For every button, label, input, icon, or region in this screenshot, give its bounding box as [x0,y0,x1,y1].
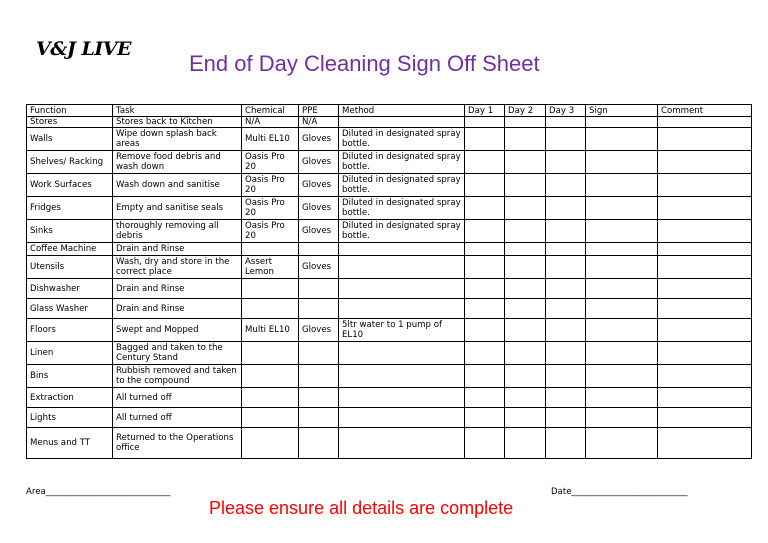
cell-chemical [242,388,299,408]
cell-day-2[interactable] [505,243,546,256]
cell-ppe: Gloves [299,319,339,342]
cell-day-1[interactable] [465,279,505,299]
cell-task: Drain and Rinse [113,279,242,299]
cell-chemical: Oasis Pro 20 [242,220,299,243]
cell-method [339,256,465,279]
cell-comment[interactable] [658,197,752,220]
cell-sign[interactable] [586,408,658,428]
cell-sign[interactable] [586,243,658,256]
table-row [27,319,752,342]
table-row [27,117,752,128]
cell-day-1[interactable] [465,220,505,243]
cell-day-2[interactable] [505,197,546,220]
cell-day-3[interactable] [546,243,586,256]
header-day-1: Day 1 [465,105,505,117]
cell-day-2[interactable] [505,299,546,319]
cell-day-1[interactable] [465,151,505,174]
cell-chemical [242,243,299,256]
cell-day-1[interactable] [465,256,505,279]
header-function: Function [27,105,113,117]
cell-task: Drain and Rinse [113,243,242,256]
cell-method [339,408,465,428]
cell-chemical: N/A [242,117,299,128]
cell-function: Work Surfaces [27,174,113,197]
cell-chemical: Oasis Pro 20 [242,151,299,174]
cell-function: Fridges [27,197,113,220]
cell-comment[interactable] [658,342,752,365]
cell-day-1[interactable] [465,408,505,428]
cell-chemical [242,408,299,428]
header-sign: Sign [586,105,658,117]
company-logo: V&J LIVE [36,38,131,60]
cell-chemical: Oasis Pro 20 [242,197,299,220]
cell-day-2[interactable] [505,319,546,342]
header-chemical: Chemical [242,105,299,117]
cell-comment[interactable] [658,319,752,342]
cell-ppe [299,388,339,408]
cell-sign[interactable] [586,342,658,365]
date-field[interactable]: Date___________________________ [551,487,688,497]
table-row [27,279,752,299]
cell-ppe [299,342,339,365]
cell-sign[interactable] [586,388,658,408]
cell-day-2[interactable] [505,342,546,365]
cell-task: Remove food debris and wash down [113,151,242,174]
cell-comment[interactable] [658,128,752,151]
cell-ppe: Gloves [299,151,339,174]
table-row [27,342,752,365]
cell-ppe: Gloves [299,174,339,197]
cell-ppe: Gloves [299,128,339,151]
cell-ppe [299,279,339,299]
cell-sign[interactable] [586,174,658,197]
cell-method: Diluted in designated spray bottle. [339,174,465,197]
completion-notice: Please ensure all details are complete [209,498,514,518]
cell-task: Stores back to Kitchen [113,117,242,128]
page-title: End of Day Cleaning Sign Off Sheet [189,51,540,76]
cell-method [339,365,465,388]
cell-day-1[interactable] [465,388,505,408]
table-row [27,151,752,174]
cell-method [339,243,465,256]
cell-method: Diluted in designated spray bottle. [339,128,465,151]
cleaning-sign-off-table [26,104,752,459]
cell-function: Shelves/ Racking [27,151,113,174]
cell-sign[interactable] [586,117,658,128]
cell-task: Rubbish removed and taken to the compound [113,365,242,388]
table-row [27,388,752,408]
cell-comment[interactable] [658,151,752,174]
cell-chemical [242,365,299,388]
cell-function: Linen [27,342,113,365]
header-task: Task [113,105,242,117]
table-row [27,408,752,428]
table-row [27,243,752,256]
cell-task: Drain and Rinse [113,299,242,319]
cell-function: Floors [27,319,113,342]
area-field[interactable]: Area_____________________________ [26,487,171,497]
cell-function: Extraction [27,388,113,408]
table-row [27,365,752,388]
cell-day-3[interactable] [546,365,586,388]
cell-comment[interactable] [658,279,752,299]
cell-sign[interactable] [586,197,658,220]
cell-sign[interactable] [586,151,658,174]
cell-task: Wash down and sanitise [113,174,242,197]
cell-method: Diluted in designated spray bottle. [339,220,465,243]
table-row [27,220,752,243]
cell-comment[interactable] [658,243,752,256]
cell-comment[interactable] [658,117,752,128]
header-comment: Comment [658,105,752,117]
cell-day-1[interactable] [465,365,505,388]
cell-ppe [299,299,339,319]
cell-task: Wash, dry and store in the correct place [113,256,242,279]
cell-task: Swept and Mopped [113,319,242,342]
cell-ppe: Gloves [299,220,339,243]
cell-method [339,388,465,408]
cell-sign[interactable] [586,220,658,243]
cell-ppe [299,408,339,428]
header-day-2: Day 2 [505,105,546,117]
cell-day-1[interactable] [465,117,505,128]
cell-method [339,279,465,299]
cell-day-3[interactable] [546,128,586,151]
cell-ppe: Gloves [299,256,339,279]
cell-day-2[interactable] [505,428,546,459]
cell-day-3[interactable] [546,428,586,459]
cell-day-2[interactable] [505,220,546,243]
cell-day-3[interactable] [546,174,586,197]
cell-day-1[interactable] [465,174,505,197]
cell-day-2[interactable] [505,408,546,428]
cell-chemical: Multi EL10 [242,128,299,151]
cell-day-3[interactable] [546,151,586,174]
cell-day-3[interactable] [546,197,586,220]
cell-day-2[interactable] [505,128,546,151]
cell-sign[interactable] [586,128,658,151]
cell-method: Diluted in designated spray bottle. [339,151,465,174]
cell-method [339,299,465,319]
cell-day-1[interactable] [465,197,505,220]
table-row [27,428,752,459]
cell-day-3[interactable] [546,279,586,299]
cell-day-3[interactable] [546,388,586,408]
cell-function: Utensils [27,256,113,279]
cell-comment[interactable] [658,388,752,408]
cell-function: Coffee Machine [27,243,113,256]
cell-comment[interactable] [658,256,752,279]
cell-day-2[interactable] [505,279,546,299]
cell-task: thoroughly removing all debris [113,220,242,243]
cell-day-1[interactable] [465,342,505,365]
cell-function: Dishwasher [27,279,113,299]
cell-sign[interactable] [586,256,658,279]
cell-function: Stores [27,117,113,128]
cell-day-3[interactable] [546,299,586,319]
cell-task: Empty and sanitise seals [113,197,242,220]
cell-function: Glass Washer [27,299,113,319]
header-row [27,105,752,117]
cell-chemical: Oasis Pro 20 [242,174,299,197]
cell-task: All turned off [113,408,242,428]
header-ppe: PPE [299,105,339,117]
cell-comment[interactable] [658,408,752,428]
table-row [27,174,752,197]
cell-sign[interactable] [586,299,658,319]
cell-ppe [299,428,339,459]
cell-day-3[interactable] [546,256,586,279]
cell-ppe: Gloves [299,197,339,220]
cell-function: Walls [27,128,113,151]
cell-day-2[interactable] [505,117,546,128]
cell-day-3[interactable] [546,342,586,365]
cell-sign[interactable] [586,428,658,459]
header-method: Method [339,105,465,117]
cell-chemical [242,428,299,459]
cell-comment[interactable] [658,220,752,243]
table-row [27,197,752,220]
cell-day-3[interactable] [546,408,586,428]
cell-method: 5ltr water to 1 pump of EL10 [339,319,465,342]
cell-ppe [299,365,339,388]
cell-function: Sinks [27,220,113,243]
cell-sign[interactable] [586,319,658,342]
cell-chemical [242,342,299,365]
cell-method [339,117,465,128]
cell-chemical: Assert Lemon [242,256,299,279]
header-day-3: Day 3 [546,105,586,117]
cell-day-2[interactable] [505,388,546,408]
cell-day-2[interactable] [505,365,546,388]
cell-sign[interactable] [586,365,658,388]
cell-method [339,342,465,365]
cell-task: Returned to the Operations office [113,428,242,459]
cell-day-1[interactable] [465,428,505,459]
cell-function: Menus and TT [27,428,113,459]
cell-sign[interactable] [586,279,658,299]
cell-ppe: N/A [299,117,339,128]
cell-day-2[interactable] [505,151,546,174]
cell-day-3[interactable] [546,117,586,128]
cell-task: Bagged and taken to the Century Stand [113,342,242,365]
cell-day-3[interactable] [546,220,586,243]
cell-comment[interactable] [658,174,752,197]
cell-task: Wipe down splash back areas [113,128,242,151]
cell-comment[interactable] [658,428,752,459]
table-row [27,128,752,151]
cell-task: All turned off [113,388,242,408]
cell-function: Lights [27,408,113,428]
cell-day-3[interactable] [546,319,586,342]
cell-chemical [242,299,299,319]
cell-method [339,428,465,459]
cell-chemical: Multi EL10 [242,319,299,342]
table-row [27,299,752,319]
cell-day-1[interactable] [465,128,505,151]
cell-method: Diluted in designated spray bottle. [339,197,465,220]
cell-comment[interactable] [658,365,752,388]
cell-day-2[interactable] [505,174,546,197]
cell-function: Bins [27,365,113,388]
cell-day-1[interactable] [465,319,505,342]
cell-day-1[interactable] [465,299,505,319]
table-row [27,256,752,279]
cell-day-1[interactable] [465,243,505,256]
cell-day-2[interactable] [505,256,546,279]
cell-ppe [299,243,339,256]
cell-chemical [242,279,299,299]
cell-comment[interactable] [658,299,752,319]
